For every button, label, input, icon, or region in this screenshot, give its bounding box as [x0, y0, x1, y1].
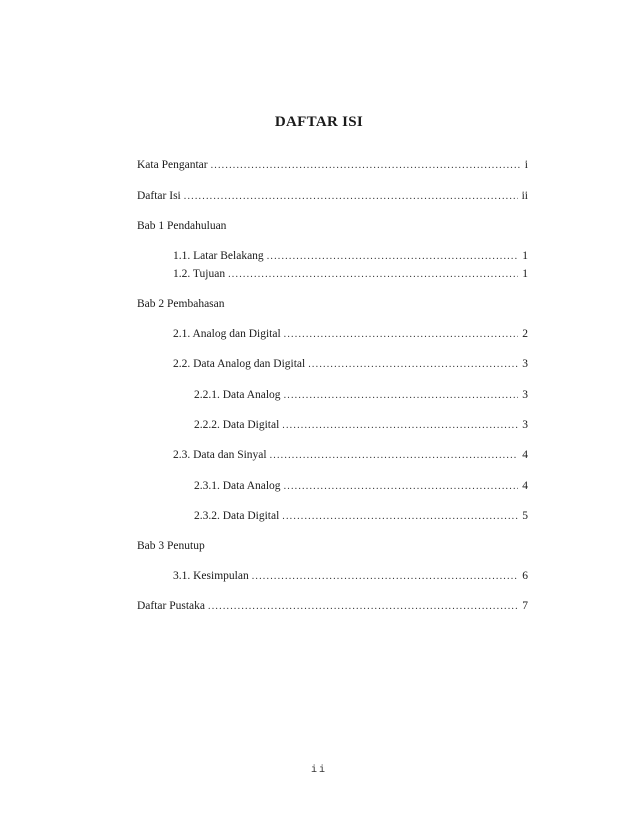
toc-entry-page: 7 — [522, 600, 528, 612]
toc-entry-data-dan-sinyal[interactable] — [173, 448, 528, 463]
toc-entry-page: ii — [521, 190, 528, 202]
toc-leader-dots — [284, 389, 519, 403]
toc-heading-bab-1[interactable]: Bab 1 Pendahuluan — [137, 220, 227, 232]
toc-entry-label: 2.2. Data Analog dan Digital — [173, 358, 306, 370]
page-number: ii — [310, 765, 327, 776]
toc-entry-analog-dan-digital[interactable] — [173, 327, 528, 342]
toc-entry-label: Daftar Pustaka — [137, 600, 206, 612]
toc-entry-kata-pengantar[interactable] — [137, 158, 528, 173]
toc-leader-dots — [184, 190, 518, 204]
toc-entry-latar-belakang[interactable] — [173, 249, 528, 264]
toc-entry-label: 1.2. Tujuan — [173, 268, 226, 280]
toc-leader-dots — [211, 159, 521, 173]
toc-leader-dots — [270, 449, 519, 463]
toc-entry-label: 2.3. Data dan Sinyal — [173, 449, 267, 461]
toc-entry-data-analog-dan-digital[interactable] — [173, 357, 528, 372]
toc-entry-page: 2 — [522, 328, 528, 340]
toc-leader-dots — [267, 250, 519, 264]
toc-entry-page: 3 — [522, 419, 528, 431]
toc-entry-page: 4 — [522, 449, 528, 461]
toc-leader-dots — [284, 328, 519, 342]
toc-entry-page: i — [524, 159, 528, 171]
toc-entry-kesimpulan[interactable] — [173, 569, 528, 584]
toc-leader-dots — [284, 480, 519, 494]
toc-entry-sinyal-data-analog[interactable] — [194, 479, 528, 494]
toc-entry-label: 2.2.2. Data Digital — [194, 419, 280, 431]
toc-entry-label: 1.1. Latar Belakang — [173, 250, 264, 262]
toc-entry-label: 2.3.1. Data Analog — [194, 480, 281, 492]
toc-heading-bab-3[interactable]: Bab 3 Penutup — [137, 540, 205, 552]
toc-entry-data-analog[interactable] — [194, 388, 528, 403]
toc-entry-label: Daftar Isi — [137, 190, 181, 202]
toc-entry-page: 1 — [522, 250, 528, 262]
page-title: DAFTAR ISI — [274, 114, 364, 130]
toc-leader-dots — [228, 268, 518, 282]
toc-leader-dots — [252, 570, 519, 584]
toc-entry-data-digital[interactable] — [194, 418, 528, 433]
toc-entry-tujuan[interactable] — [173, 267, 528, 282]
toc-leader-dots — [308, 358, 518, 372]
toc-entry-label: 2.3.2. Data Digital — [194, 510, 280, 522]
toc-entry-daftar-isi[interactable] — [137, 189, 528, 204]
toc-heading-bab-2[interactable]: Bab 2 Pembahasan — [137, 298, 225, 310]
toc-leader-dots — [208, 600, 518, 614]
toc-entry-page: 3 — [522, 389, 528, 401]
toc-entry-label: 2.1. Analog dan Digital — [173, 328, 281, 340]
toc-entry-page: 4 — [522, 480, 528, 492]
toc-entry-label: 2.2.1. Data Analog — [194, 389, 281, 401]
toc-leader-dots — [282, 419, 518, 433]
toc-entry-page: 6 — [522, 570, 528, 582]
toc-entry-sinyal-data-digital[interactable] — [194, 509, 528, 524]
toc-entry-page: 1 — [522, 268, 528, 280]
toc-entry-page: 3 — [522, 358, 528, 370]
toc-entry-page: 5 — [522, 510, 528, 522]
toc-leader-dots — [282, 510, 518, 524]
toc-entry-label: 3.1. Kesimpulan — [173, 570, 249, 582]
toc-entry-daftar-pustaka[interactable] — [137, 599, 528, 614]
toc-entry-label: Kata Pengantar — [137, 159, 208, 171]
